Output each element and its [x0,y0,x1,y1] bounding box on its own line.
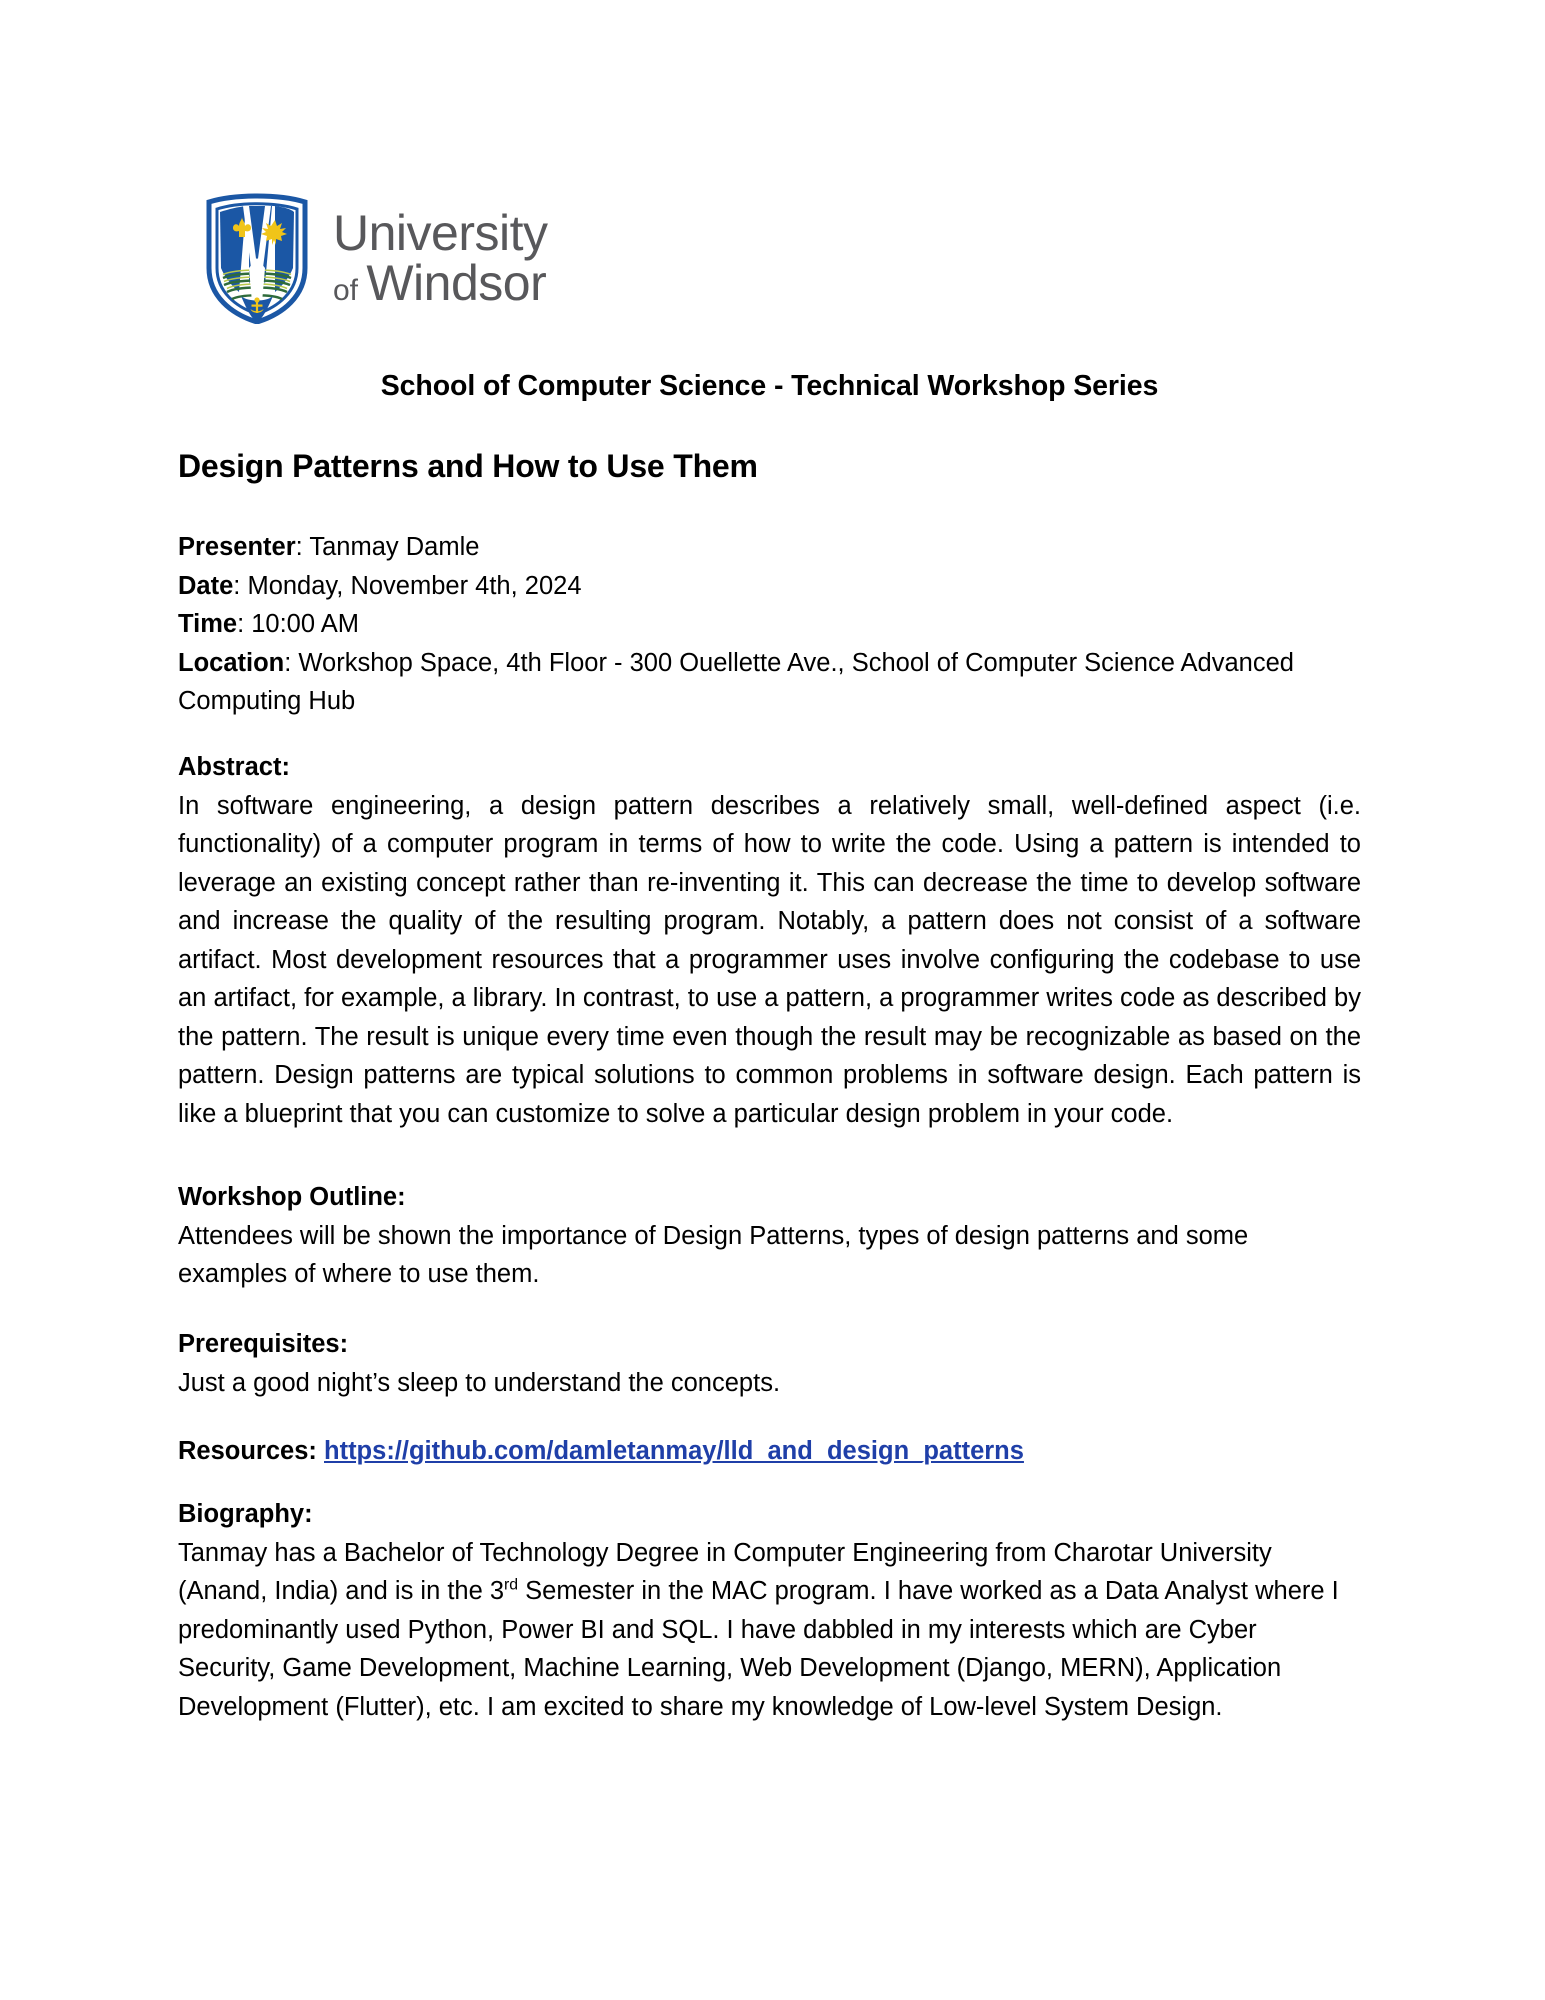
resources-heading: Resources: [178,1437,317,1465]
workshop-outline-section [178,1178,1361,1294]
presenter-value: : Tanmay Damle [295,533,480,561]
logo-wordmark [333,205,548,311]
biography-heading [178,1495,1361,1534]
biography-heading-text: Biography [178,1500,305,1528]
location-row [178,644,1368,721]
workshop-series-header: School of Computer Science - Technical Workshop Series [380,370,1159,402]
time-value: : 10:00 AM [237,610,359,638]
resources-heading-row [178,1432,1361,1471]
time-label: Time [178,610,238,638]
prerequisites-heading-colon: : [339,1330,349,1358]
logo-windsor-text: Windsor [366,255,547,311]
presenter-row [178,528,1368,567]
presenter-label: Presenter [178,533,296,561]
logo-of-text: of [333,274,367,307]
university-of-windsor-crest-icon [205,192,309,324]
location-label: Location [178,648,285,677]
outline-heading [178,1178,1361,1217]
outline-body: Attendees will be shown the importance of Design Patterns, types of design patterns and some examples of where to use them. [178,1221,1249,1288]
abstract-heading-text: Abstract [178,753,282,781]
biography-heading-colon: : [304,1500,313,1528]
prerequisites-heading-text: Prerequisites [178,1330,340,1358]
outline-heading-text: Workshop Outline [178,1183,398,1211]
biography-part2: Semester in the MAC program. I have worked as a Data Analyst where I predominantly used Python, Power BI and SQL. I have dabbled in my interests which are Cyber Security, Game Development, Machine Learning, Web Development (Django, MERN), Application Development (Flutter), etc. I am excited to share my knowledge of Low-level System Design. [178,1577,1339,1721]
logo-university-text: University [333,205,548,261]
time-row [178,605,1368,644]
university-logo [205,188,547,328]
date-row [178,567,1368,606]
resources-link[interactable]: https://github.com/damletanmay/lld_and_design_patterns [324,1437,1024,1465]
logo-of-windsor-text [333,255,547,311]
abstract-heading [178,748,1361,787]
date-label: Date [178,571,234,600]
date-value: : Monday, November 4th, 2024 [233,571,582,600]
page-title: Design Patterns and How to Use Them [178,448,758,484]
prerequisites-section [178,1325,1361,1402]
event-details [178,528,1368,721]
outline-heading-colon: : [397,1183,406,1211]
biography-body [178,1534,1361,1727]
location-value: : Workshop Space, 4th Floor - 300 Ouellette Ave., School of Computer Science Advanced Computing Hub [178,648,1294,715]
abstract-heading-colon: : [281,753,290,781]
prerequisites-heading [178,1325,1361,1364]
biography-section [178,1495,1361,1726]
abstract-section [178,748,1361,1133]
biography-ordinal-suffix: rd [504,1576,519,1594]
biography-part1: Tanmay has a Bachelor of Technology Degree in Computer Engineering from Charotar University (Anand, India) and is in the 3 [178,1538,1272,1605]
prerequisites-body: Just a good night’s sleep to understand the concepts. [178,1368,781,1397]
abstract-body: In software engineering, a design pattern describes a relatively small, well-defined aspect (i.e. functionality) of a computer program in terms of how to write the code. Using a pattern is intended to leverage an existing concept rather than re-inventing it. This can decrease the time to develop software and increase the quality of the resulting program. Notably, a pattern does not consist of a software artifact. Most development resources that a programmer uses involve configuring the codebase to use an artifact, for example, a library. In contrast, to use a pattern, a programmer writes code as described by the pattern. The result is unique every time even though the result may be recognizable as based on the pattern. Design patterns are typical solutions to common problems in software design. Each pattern is like a blueprint that you can customize to solve a particular design problem in your code. [178,791,1361,1128]
resources-section [178,1432,1361,1471]
